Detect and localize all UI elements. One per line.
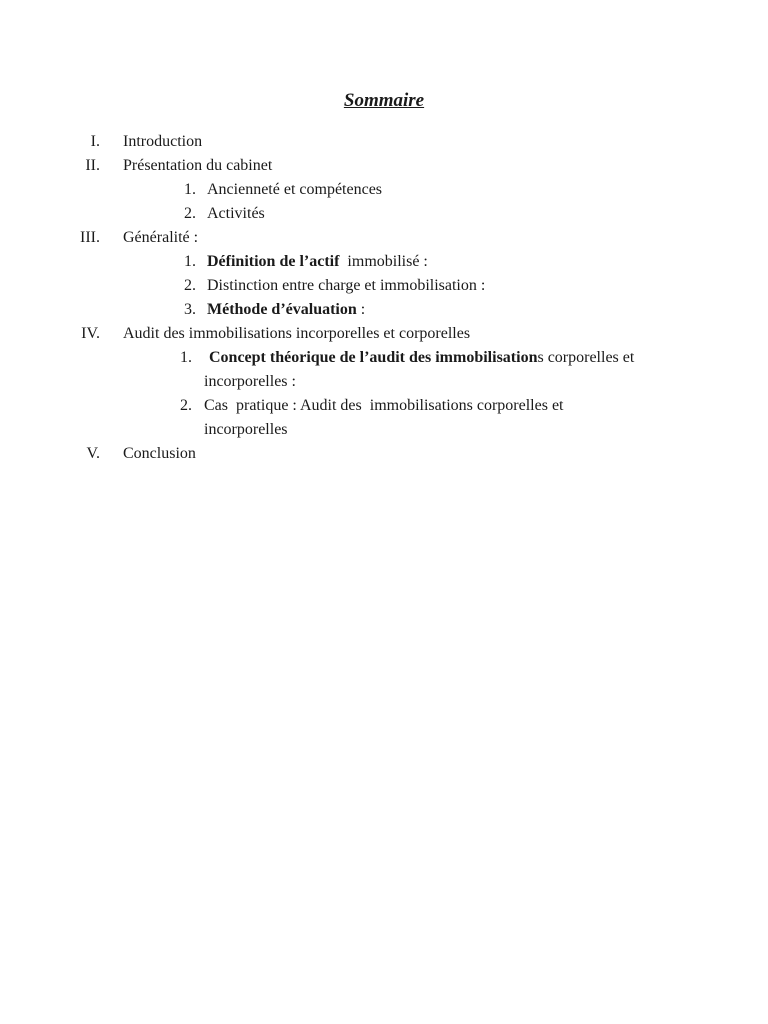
subsection-number: 2. <box>180 397 192 414</box>
subsection-text <box>207 250 428 274</box>
subsection-bold-text: Concept théorique de l’audit des immobilisation <box>209 349 538 366</box>
section-title: Généralité : <box>123 229 199 246</box>
section-numeral: III. <box>80 229 100 246</box>
subsection-number: 2. <box>184 277 196 294</box>
subsection-rest-text: immobilisé : <box>339 253 428 270</box>
subsection-continuation: incorporelles <box>204 421 288 438</box>
section-title: Conclusion <box>123 445 196 462</box>
subsection-rest-text: : <box>356 301 366 318</box>
subsection-text: Distinction entre charge et immobilisation : <box>207 277 486 294</box>
subsection-bold-text: Méthode d’évaluation <box>207 301 357 318</box>
page-title: Sommaire <box>343 90 425 111</box>
subsection-text <box>207 298 365 322</box>
subsection-number: 1. <box>180 349 192 366</box>
subsection-text: Cas pratique : Audit des immobilisations corporelles et <box>204 397 564 414</box>
subsection-rest-text: s corporelles et <box>537 349 635 366</box>
subsection-number: 2. <box>184 205 196 222</box>
section-numeral: IV. <box>81 325 100 342</box>
subsection-number: 1. <box>184 253 196 270</box>
section-title: Audit des immobilisations incorporelles et corporelles <box>123 325 471 342</box>
subsection-text <box>209 346 634 370</box>
subsection-text: Ancienneté et compétences <box>207 181 383 198</box>
section-numeral: II. <box>85 157 100 174</box>
subsection-number: 3. <box>184 301 196 318</box>
subsection-number: 1. <box>184 181 196 198</box>
subsection-text: Activités <box>207 205 265 222</box>
section-numeral: V. <box>86 445 100 462</box>
section-title: Introduction <box>123 133 203 150</box>
subsection-continuation: incorporelles : <box>204 373 296 390</box>
subsection-bold-text: Définition de l’actif <box>207 253 340 270</box>
section-title: Présentation du cabinet <box>123 157 273 174</box>
section-numeral: I. <box>90 133 100 150</box>
